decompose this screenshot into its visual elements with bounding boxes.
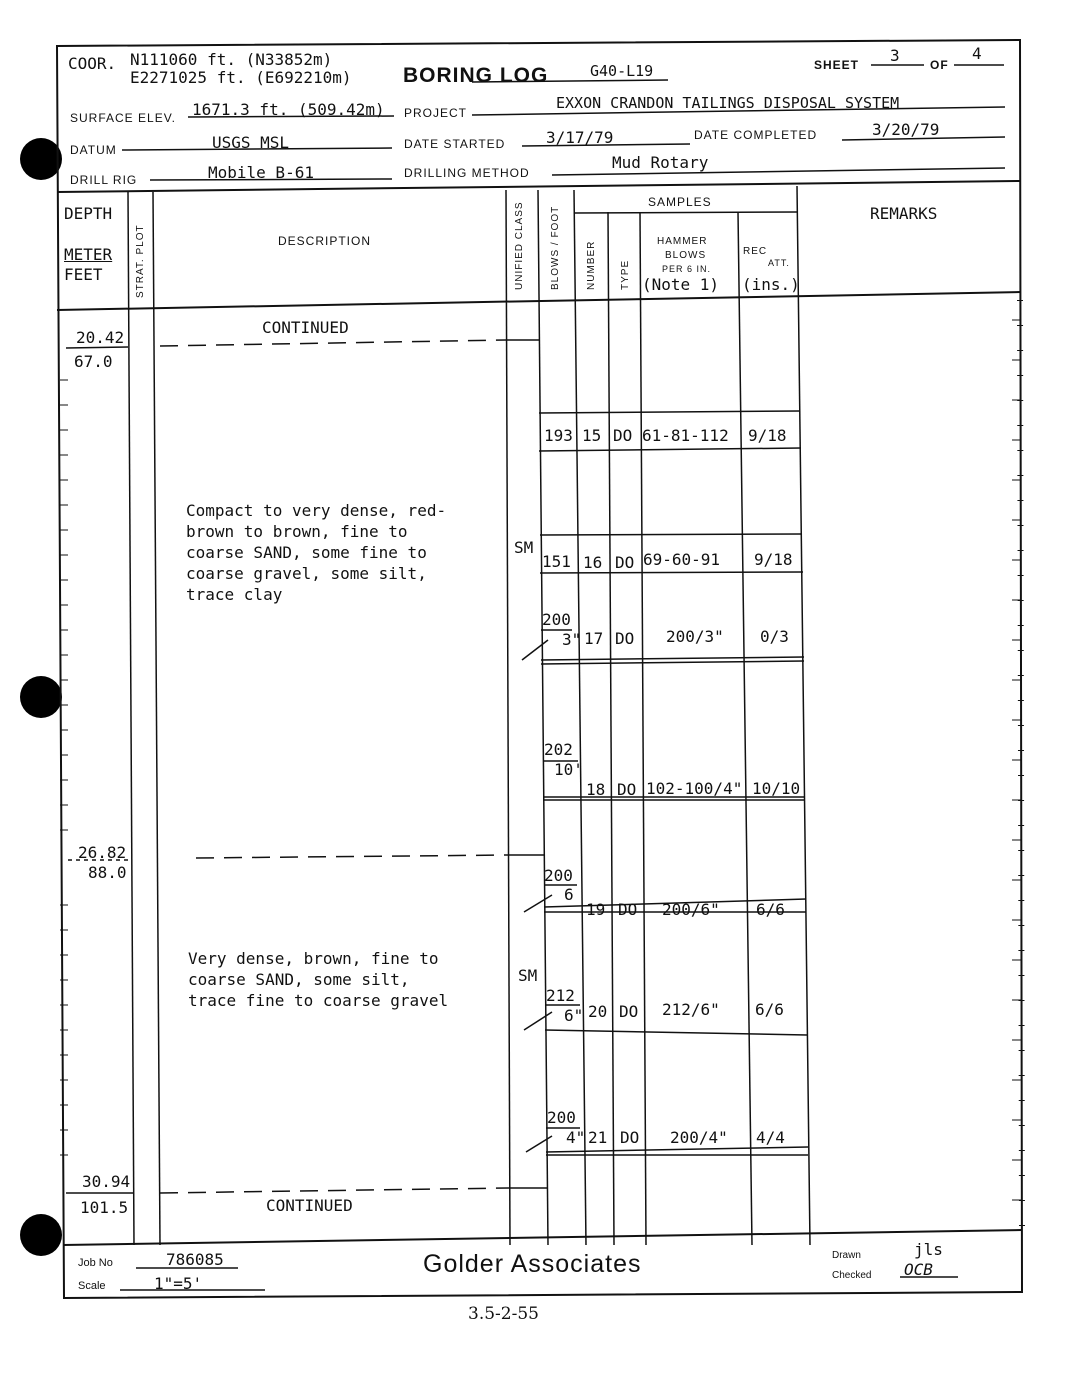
sample-blows: 151 — [542, 552, 571, 571]
drawn-label: Drawn — [832, 1250, 861, 1261]
project-label: PROJECT — [404, 106, 468, 120]
col-samples: SAMPLES — [648, 195, 712, 209]
continued-top: CONTINUED — [262, 318, 349, 337]
surface-elev-label: SURFACE ELEV. — [70, 111, 176, 125]
sample-hammer-blows: 200/6" — [662, 900, 720, 919]
sample-recovery: 0/3 — [760, 627, 789, 646]
scale-label: Scale — [78, 1280, 106, 1292]
form-title: BORING LOG — [403, 64, 549, 87]
scale-value: 1"=5' — [154, 1274, 203, 1293]
surface-elev-value: 1671.3 ft. (509.42m) — [192, 100, 385, 119]
sample-hammer-blows: 200/4" — [670, 1128, 728, 1147]
sample-recovery: 9/18 — [748, 426, 787, 445]
sheet-of-label: OF — [930, 58, 949, 72]
sample-hammer-blows: 69-60-91 — [643, 550, 721, 569]
sample-hammer-blows: 200/3" — [666, 627, 724, 646]
sample-type: DO — [617, 780, 637, 799]
date-started-label: DATE STARTED — [404, 137, 506, 151]
sample-number: 15 — [582, 426, 602, 445]
col-att: ATT. — [768, 258, 790, 268]
drilling-method-value: Mud Rotary — [612, 153, 709, 172]
col-description: DESCRIPTION — [278, 234, 372, 248]
sample-blows: 200 — [542, 610, 571, 629]
job-number-label: Job No — [78, 1257, 113, 1269]
sample-hammer-blows: 212/6" — [662, 1000, 720, 1019]
sample-number: 16 — [583, 553, 603, 572]
sample-type: DO — [613, 426, 633, 445]
col-hammer-line1: HAMMER — [657, 236, 708, 247]
col-blows-foot: BLOWS / FOOT — [550, 205, 561, 290]
stratum-1-description: Compact to very dense, red- brown to brown, fine to coarse SAND, some fine to coarse gravel, some silt, trace clay — [186, 501, 447, 604]
sample-blows: 212 — [546, 986, 575, 1005]
sample-blows-penetration: 3" — [562, 630, 582, 649]
sample-type: DO — [620, 1128, 640, 1147]
sample-blows: 200 — [547, 1108, 576, 1127]
sheet-total: 4 — [972, 44, 982, 63]
sample-number: 17 — [584, 629, 604, 648]
page-number: 3.5-2-55 — [468, 1304, 539, 1324]
depth-bottom-feet: 101.5 — [80, 1198, 129, 1217]
project-value: EXXON CRANDON TAILINGS DISPOSAL SYSTEM — [556, 94, 900, 112]
depth-top-feet: 67.0 — [74, 352, 113, 371]
sample-blows-penetration: 4" — [566, 1128, 586, 1147]
drawn-value: jls — [914, 1240, 943, 1259]
drill-rig-label: DRILL RIG — [70, 173, 138, 187]
sample-type: DO — [619, 1002, 639, 1021]
drilling-method-label: DRILLING METHOD — [404, 166, 530, 180]
sample-type: DO — [615, 629, 635, 648]
sample-blows: 200 — [544, 866, 573, 885]
drill-rig-value: Mobile B-61 — [208, 163, 314, 182]
sample-type: DO — [618, 900, 638, 919]
coordinates-east: E2271025 ft. (E692210m) — [130, 68, 352, 87]
sample-recovery: 9/18 — [754, 550, 793, 569]
company-name: Golder Associates — [423, 1250, 642, 1278]
checked-label: Checked — [832, 1270, 872, 1281]
sample-number: 19 — [586, 900, 606, 919]
col-meter: METER — [64, 245, 113, 264]
stratum-2-description: Very dense, brown, fine to coarse SAND, some silt, trace fine to coarse gravel — [188, 949, 449, 1010]
sample-blows-penetration: 10' — [554, 760, 583, 779]
coordinates-label: COOR. — [68, 54, 117, 73]
datum-label: DATUM — [70, 143, 117, 157]
col-remarks: REMARKS — [870, 204, 938, 223]
col-unified-class: UNIFIED CLASS — [514, 201, 525, 290]
sample-blows: 193 — [544, 426, 573, 445]
sample-hammer-blows: 61-81-112 — [642, 426, 729, 445]
log-id: G40-L19 — [590, 62, 654, 80]
col-rec: REC — [743, 246, 768, 257]
col-strat-plot: STRAT. PLOT — [135, 224, 146, 298]
sample-number: 21 — [588, 1128, 608, 1147]
sample-blows-penetration: 6" — [564, 1006, 584, 1025]
stratum-1-class: SM — [514, 538, 534, 557]
col-hammer-line2: BLOWS — [665, 250, 707, 261]
stratum-2-class: SM — [518, 966, 538, 985]
datum-value: USGS MSL — [212, 133, 290, 152]
col-ins: (ins.) — [742, 275, 800, 294]
sample-hammer-blows: 102-100/4" — [646, 779, 743, 798]
depth-mid-meter: 26.82 — [78, 843, 127, 862]
sample-recovery: 6/6 — [756, 900, 785, 919]
col-feet: FEET — [64, 265, 103, 284]
col-type: TYPE — [620, 259, 631, 290]
sample-blows: 202 — [544, 740, 573, 759]
coordinates-north: N111060 ft. (N33852m) — [130, 50, 333, 69]
col-depth: DEPTH — [64, 204, 113, 223]
continued-bottom: CONTINUED — [266, 1196, 353, 1215]
sample-type: DO — [615, 553, 635, 572]
depth-bottom-meter: 30.94 — [82, 1172, 131, 1191]
sheet-number: 3 — [890, 46, 900, 65]
date-completed-value: 3/20/79 — [872, 120, 940, 139]
date-completed-label: DATE COMPLETED — [694, 128, 818, 142]
sheet-label: SHEET — [814, 58, 860, 72]
checked-initials: OCB — [904, 1260, 933, 1279]
sample-number: 20 — [588, 1002, 608, 1021]
job-number-value: 786085 — [166, 1250, 224, 1269]
sample-recovery: 4/4 — [756, 1128, 785, 1147]
sample-recovery: 10/10 — [752, 779, 801, 798]
col-hammer-line3: PER 6 IN. — [662, 264, 712, 274]
depth-mid-feet: 88.0 — [88, 863, 127, 882]
sample-blows-penetration: 6 — [564, 885, 574, 904]
col-number: NUMBER — [586, 240, 597, 290]
sample-recovery: 6/6 — [755, 1000, 784, 1019]
col-hammer-note: (Note 1) — [642, 275, 720, 294]
sample-number: 18 — [586, 780, 606, 799]
date-started-value: 3/17/79 — [546, 128, 614, 147]
depth-top-meter: 20.42 — [76, 328, 125, 347]
